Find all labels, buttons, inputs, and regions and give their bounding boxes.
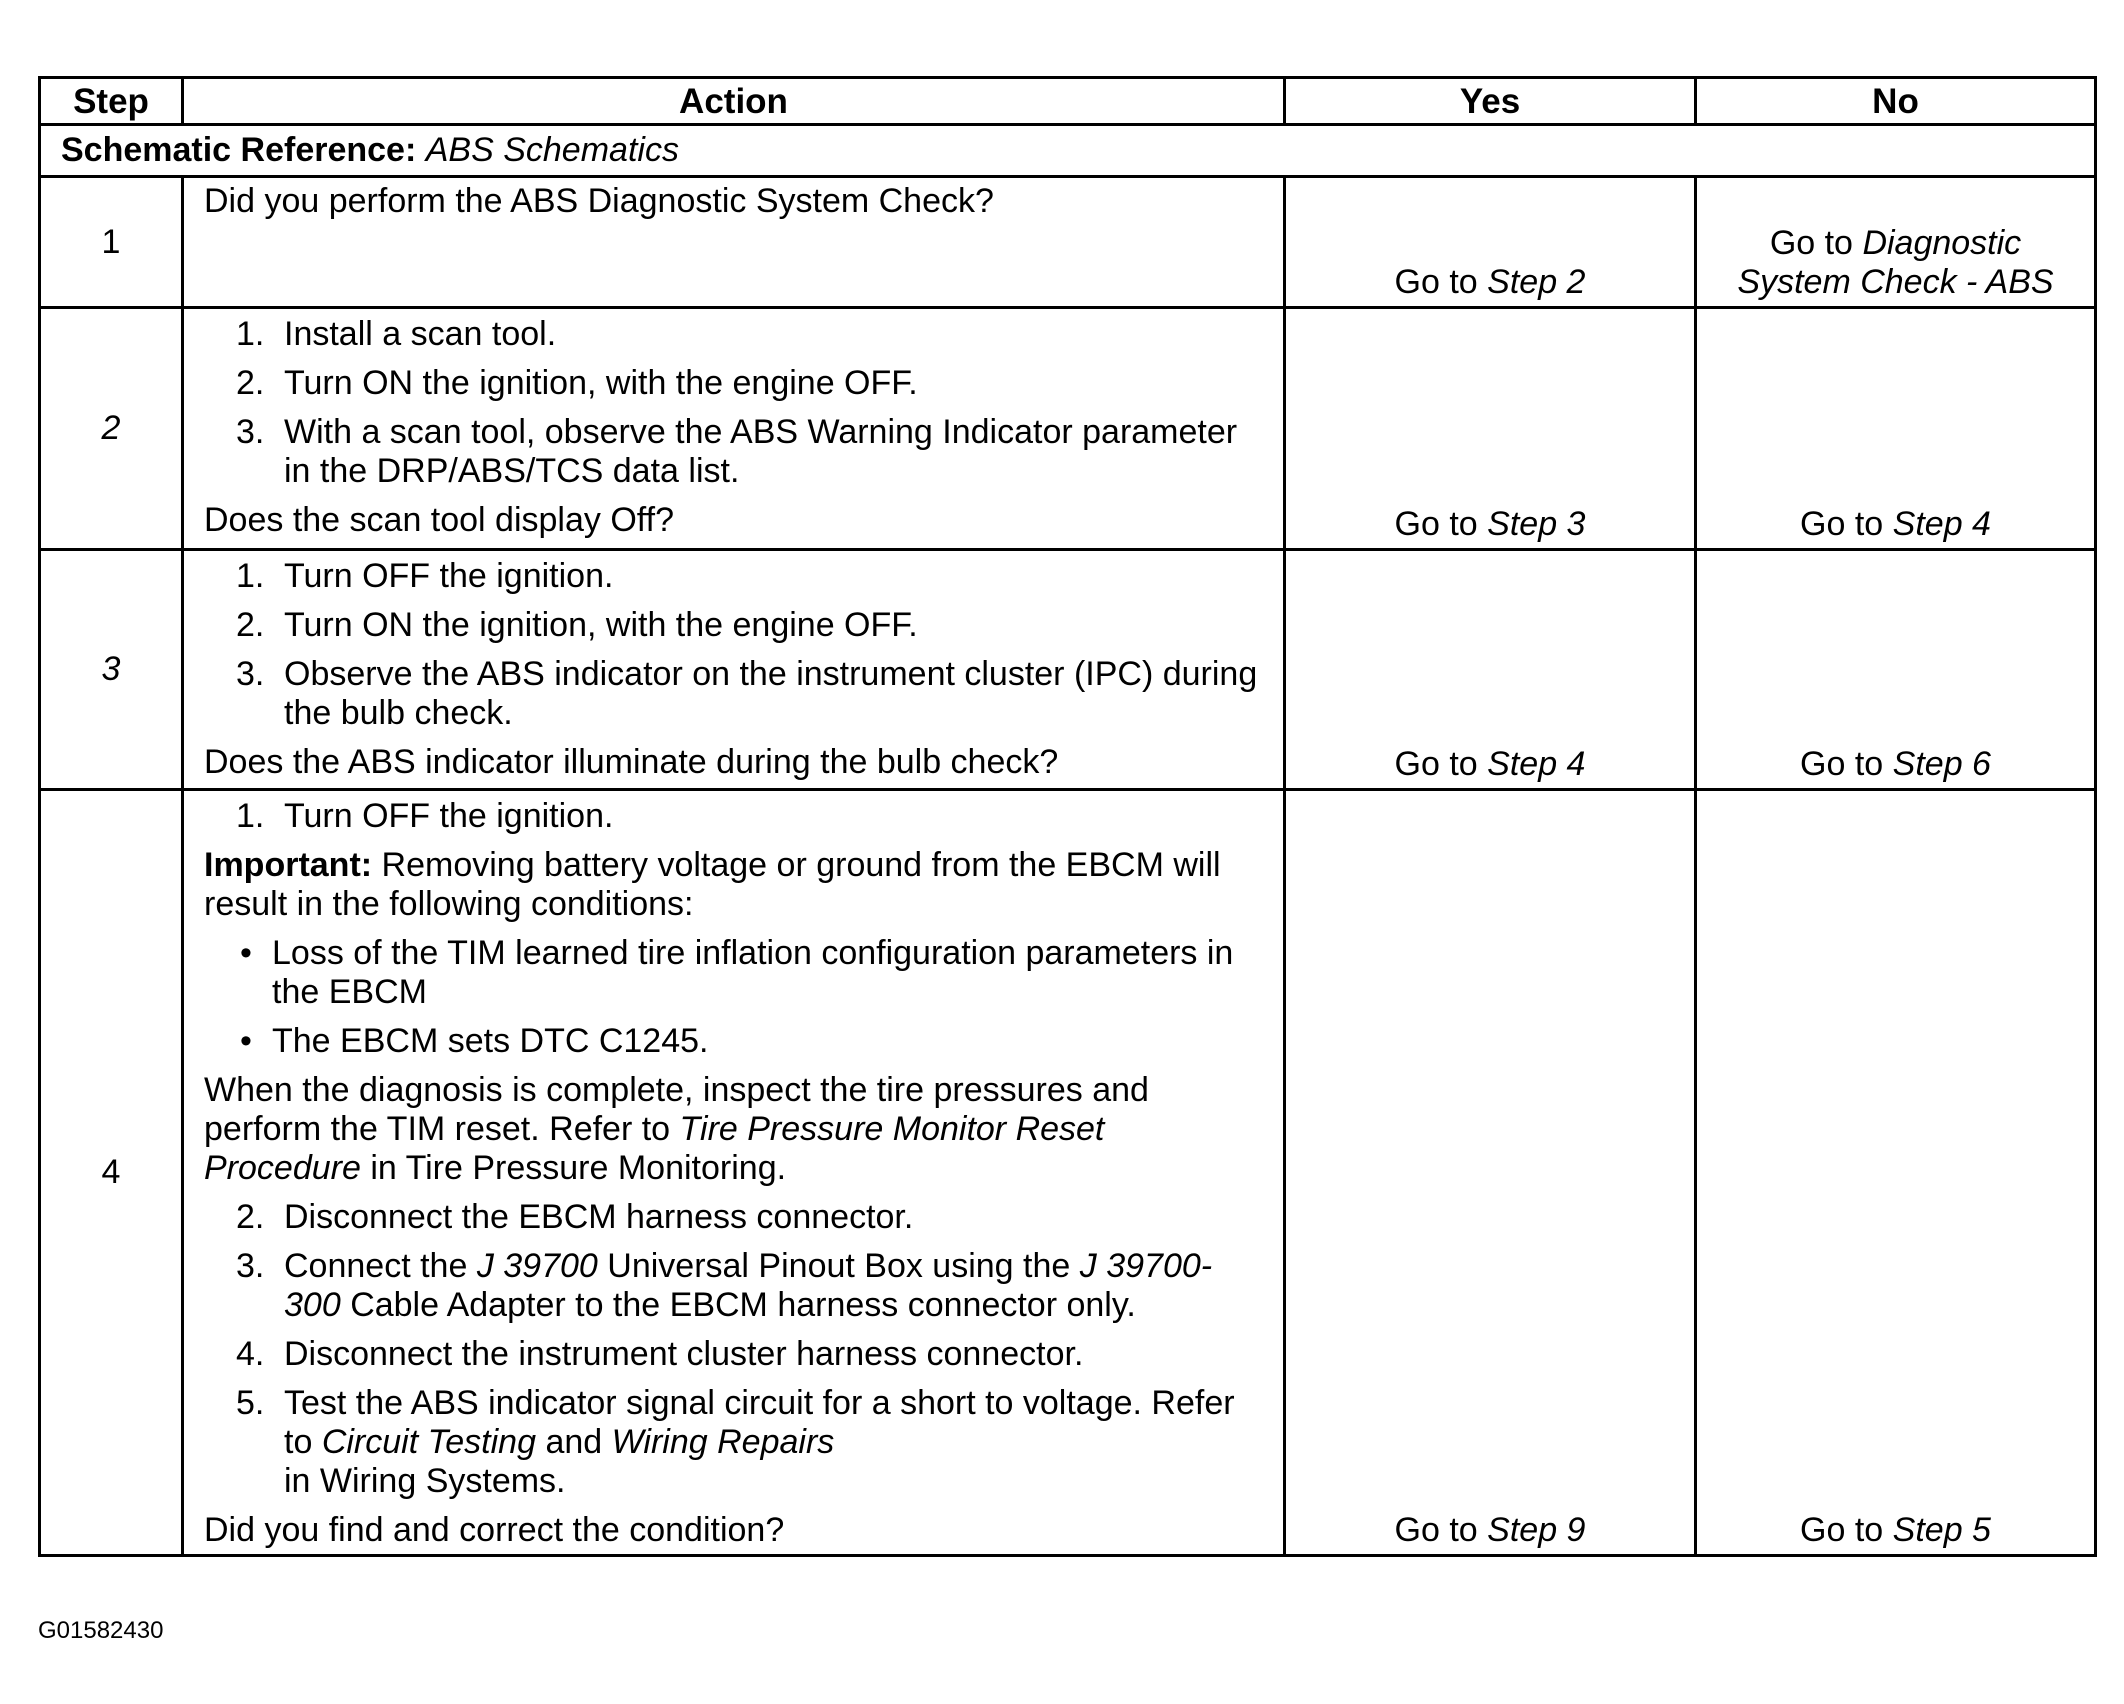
note-text: When the diagnosis is complete, inspect the tire pressures and perform the TIM reset. Refer to [204,1071,1149,1148]
list-number: 3. [236,413,265,451]
important-text: Removing battery voltage or ground from the EBCM will result in the following conditions: [204,846,1221,923]
note-text-end: in Tire Pressure Monitoring. [370,1149,787,1187]
no-step-link: Step 4 [1892,505,1991,543]
table-row [40,550,2096,790]
bullet-item [204,1022,1267,1061]
list-item [204,1247,1267,1325]
no-cell [1696,177,2096,308]
table-row [40,177,2096,308]
list-text: Observe the ABS indicator on the instrument cluster (IPC) during the bulb check. [284,655,1258,732]
list-item [204,315,1267,354]
action-cell [183,790,1285,1556]
yes-step-link: Step 3 [1487,505,1586,543]
tool-reference: J 39700-300 [284,1247,1213,1324]
list-text: Disconnect the EBCM harness connector. [284,1198,914,1236]
no-prefix: Go to [1800,505,1884,543]
list-item [204,1198,1267,1237]
step-question: Did you find and correct the condition? [204,1511,785,1549]
list-item [204,606,1267,645]
list-text: Turn ON the ignition, with the engine OFF. [284,364,918,402]
schematic-reference [40,125,2096,177]
no-step-link: Diagnostic [1862,224,2022,262]
header-step: Step [40,78,183,125]
list-item [204,797,1267,836]
list-number: 2. [236,606,265,644]
list-text: Cable Adapter to the EBCM harness connector only. [350,1286,1136,1324]
no-step-link: Step 6 [1892,745,1991,783]
yes-prefix: Go to [1394,505,1478,543]
no-prefix: Go to [1800,1511,1884,1549]
no-cell [1696,550,2096,790]
list-number: 1. [236,315,265,353]
list-number: 4. [236,1335,265,1373]
header-action: Action [183,78,1285,125]
table-row [40,308,2096,550]
note-reference-link: Tire Pressure Monitor Reset Procedure [204,1110,1105,1187]
no-prefix: Go to [1769,224,1853,262]
yes-cell [1285,790,1696,1556]
list-text: Test the ABS indicator signal circuit for a short to voltage. Refer to [284,1384,1235,1461]
no-step-link: Step 5 [1892,1511,1991,1549]
list-text: and [545,1423,603,1461]
list-number: 1. [236,797,265,835]
schematic-link: ABS Schematics [425,131,679,169]
step-number: 2 [40,308,183,550]
yes-cell [1285,177,1696,308]
step-question: Does the scan tool display Off? [204,501,674,539]
header-row [40,78,2096,125]
list-text: Universal Pinout Box using the [607,1247,1071,1285]
important-label: Important: [204,846,373,884]
list-text: Turn OFF the ignition. [284,557,614,595]
list-number: 3. [236,655,265,693]
circuit-testing-link: Circuit Testing [321,1423,536,1461]
list-item [204,364,1267,403]
no-cell [1696,308,2096,550]
yes-cell [1285,308,1696,550]
step-question: Did you perform the ABS Diagnostic System Check? [204,182,994,220]
table-row [40,790,2096,1556]
tool-reference: J 39700 [476,1247,598,1285]
header-no: No [1696,78,2096,125]
bullet-icon: • [240,934,252,972]
yes-prefix: Go to [1394,1511,1478,1549]
list-item [204,1335,1267,1374]
diagnostic-table [38,76,2097,1557]
list-text: Turn ON the ignition, with the engine OFF. [284,606,918,644]
wiring-repairs-link: Wiring Repairs [611,1423,835,1461]
list-text: With a scan tool, observe the ABS Warning Indicator parameter in the DRP/ABS/TCS data list. [284,413,1238,490]
action-cell [183,177,1285,308]
list-number: 1. [236,557,265,595]
yes-prefix: Go to [1394,263,1478,301]
bullet-item [204,934,1267,1012]
important-note [204,846,1267,924]
schematic-reference-row [40,125,2096,177]
yes-step-link: Step 4 [1487,745,1586,783]
yes-step-link: Step 9 [1487,1511,1586,1549]
list-text: in Wiring Systems. [284,1462,566,1500]
bullet-icon: • [240,1022,252,1060]
yes-cell [1285,550,1696,790]
list-text: Turn OFF the ignition. [284,797,614,835]
yes-step-link: Step 2 [1487,263,1586,301]
step-number: 3 [40,550,183,790]
step-number: 1 [40,177,183,308]
list-item [204,1384,1267,1501]
step-question: Does the ABS indicator illuminate during the bulb check? [204,743,1059,781]
bullet-text: The EBCM sets DTC C1245. [272,1022,709,1060]
list-item [204,557,1267,596]
list-item [204,413,1267,491]
list-text: Install a scan tool. [284,315,557,353]
no-cell [1696,790,2096,1556]
bullet-text: Loss of the TIM learned tire inflation configuration parameters in the EBCM [272,934,1234,1011]
header-yes: Yes [1285,78,1696,125]
list-number: 3. [236,1247,265,1285]
list-text: Connect the [284,1247,468,1285]
list-number: 5. [236,1384,265,1422]
list-number: 2. [236,364,265,402]
yes-prefix: Go to [1394,745,1478,783]
step-number: 4 [40,790,183,1556]
list-item [204,655,1267,733]
action-cell [183,308,1285,550]
schematic-label: Schematic Reference: [61,131,417,169]
action-cell [183,550,1285,790]
no-prefix: Go to [1800,745,1884,783]
no-step-link-cont: System Check - ABS [1737,263,2054,301]
figure-code: G01582430 [38,1617,164,1644]
list-number: 2. [236,1198,265,1236]
list-text: Disconnect the instrument cluster harness connector. [284,1335,1084,1373]
diagnosis-note [204,1071,1267,1188]
